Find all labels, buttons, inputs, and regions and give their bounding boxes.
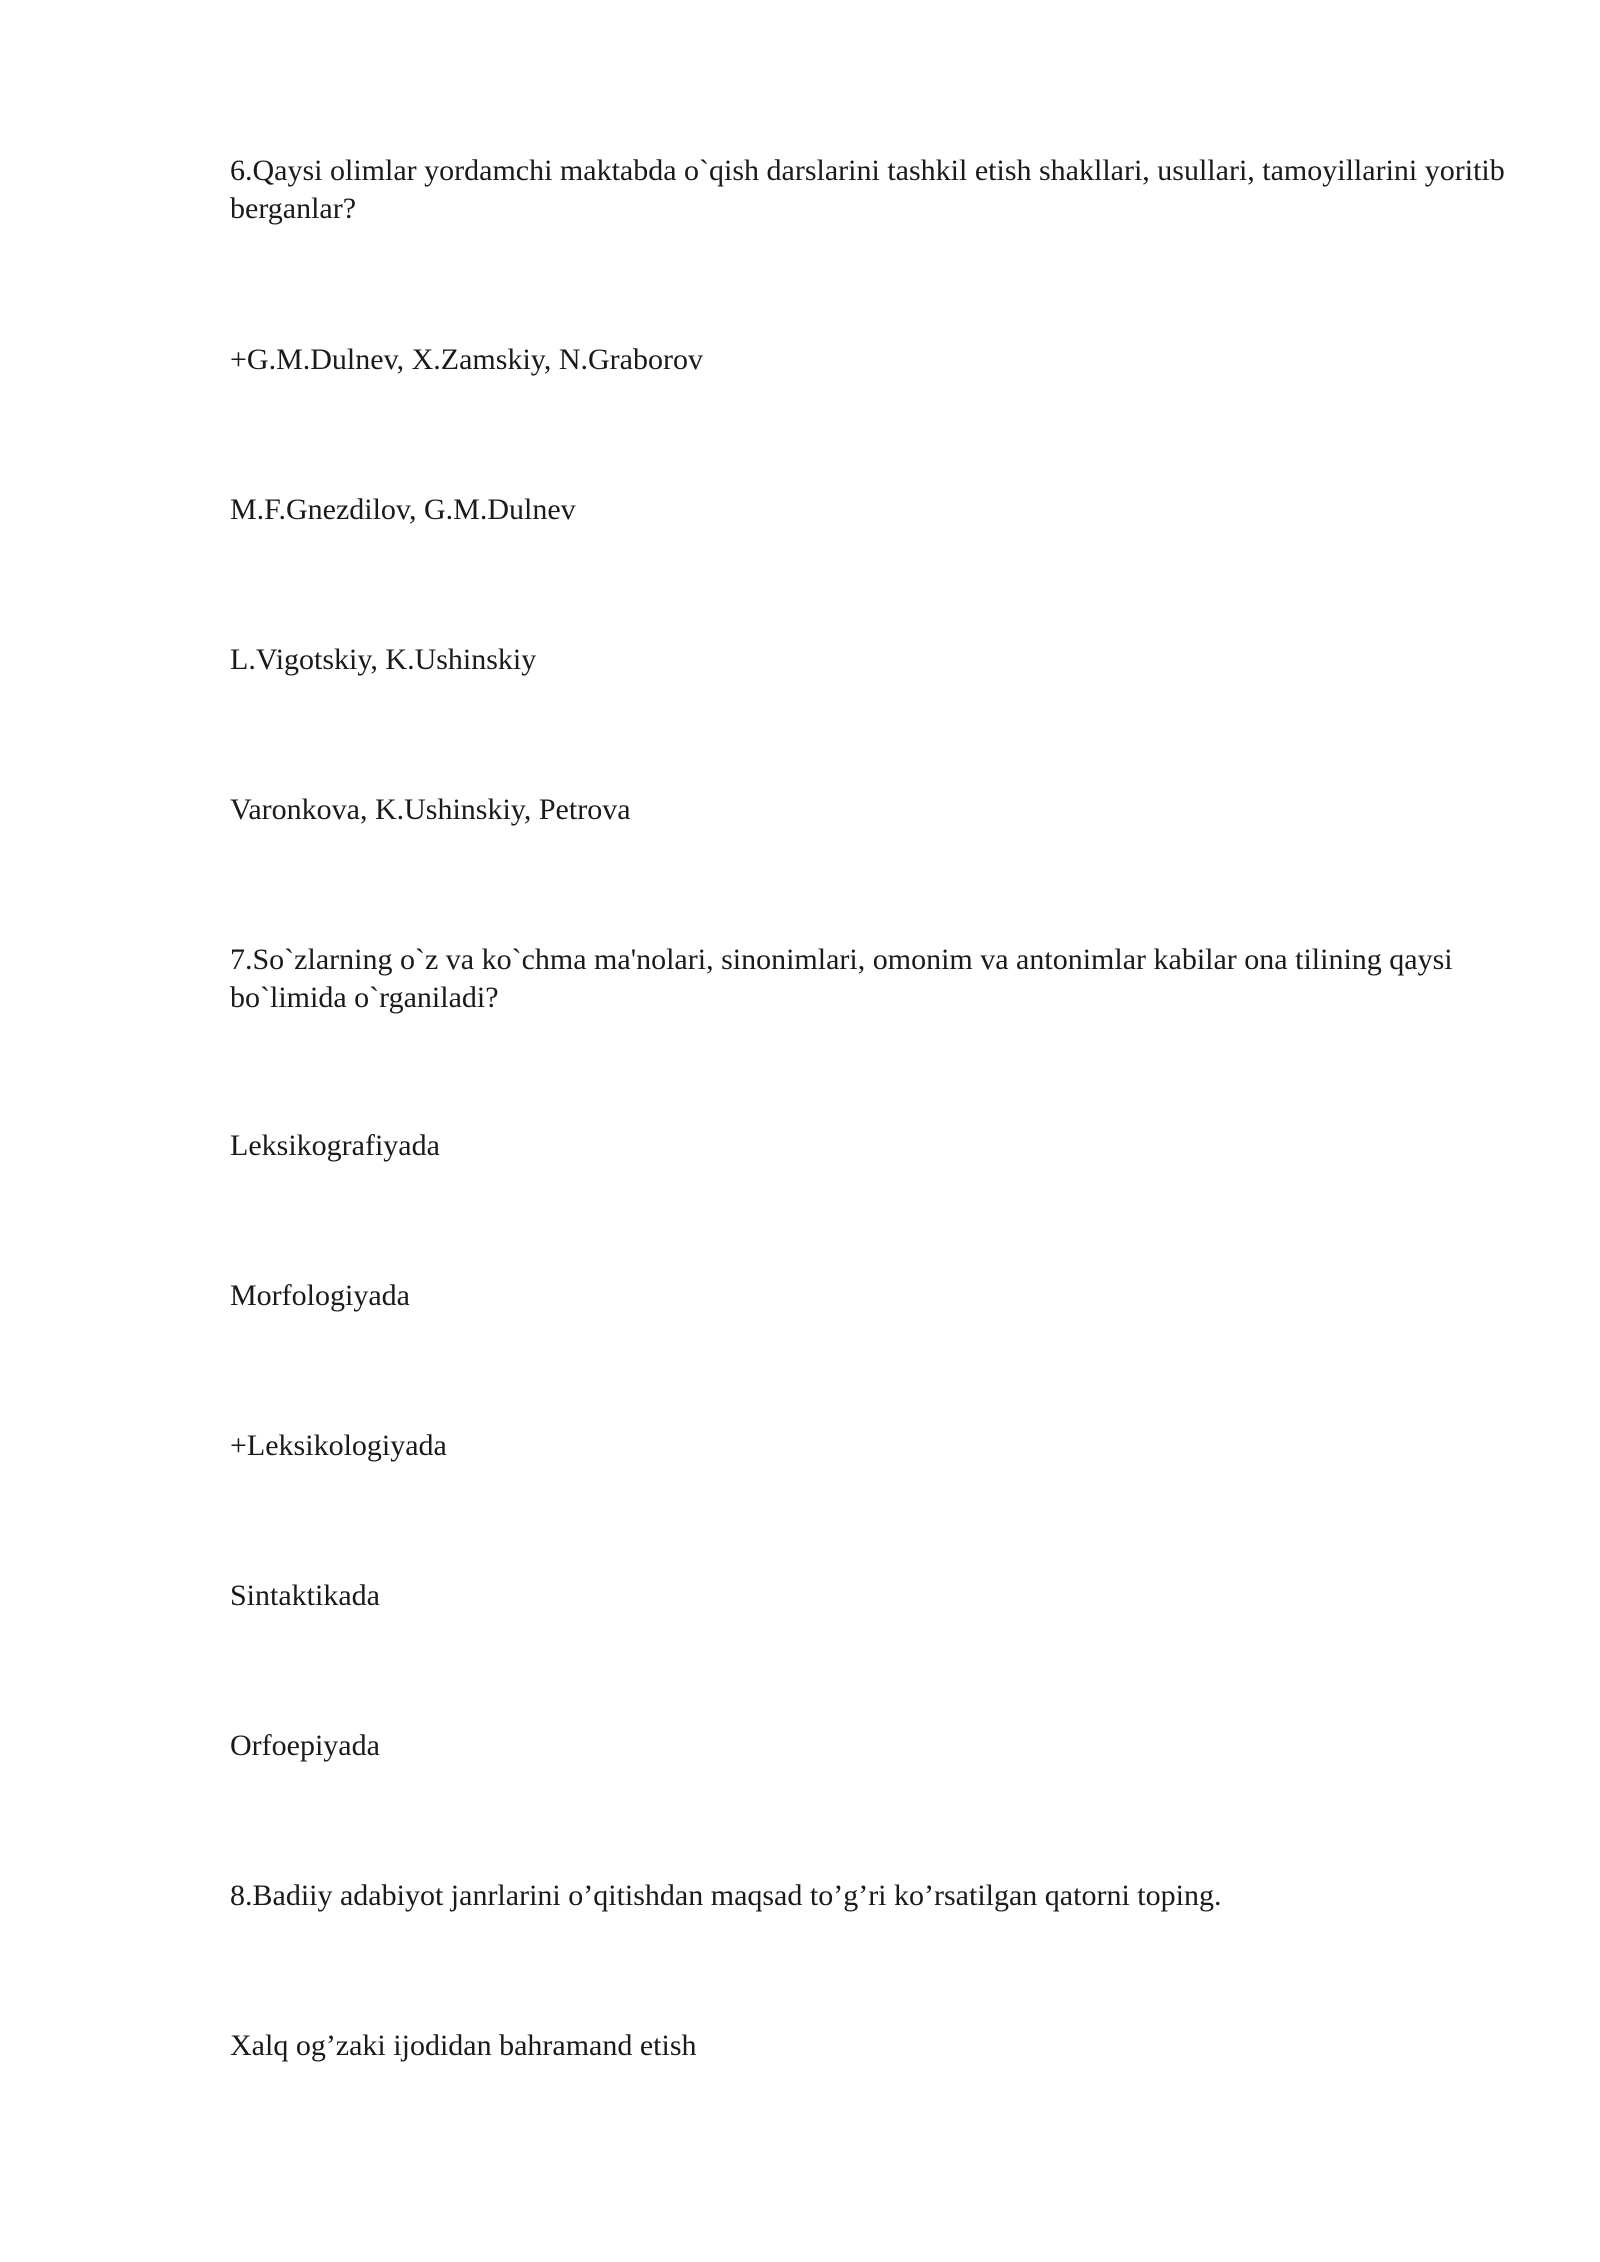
question-7-text: 7.So`zlarning o`z va ko`chma ma'nolari, sinonimlari, omonim va antonimlar kabilar ona tilining qaysi bo`limida o`rganiladi? — [230, 943, 1453, 1014]
question-6-text: 6.Qaysi olimlar yordamchi maktabda o`qish darslarini tashkil etish shakllari, usullari, tamoyillarini yoritib berganlar? — [230, 154, 1505, 225]
question-7-option-1: Leksikografiyada — [230, 1129, 440, 1162]
question-7-option-2: Morfologiyada — [230, 1279, 410, 1312]
question-7-option-5: Orfoepiyada — [230, 1729, 380, 1762]
question-8-text: 8.Badiiy adabiyot janrlarini o’qitishdan maqsad to’g’ri ko’rsatilgan qatorni toping. — [230, 1879, 1222, 1912]
question-6-option-4: Varonkova, K.Ushinskiy, Petrova — [230, 793, 631, 826]
question-6-option-2: M.F.Gnezdilov, G.M.Dulnev — [230, 493, 576, 526]
question-7-option-4: Sintaktikada — [230, 1579, 380, 1612]
question-6-option-3: L.Vigotskiy, K.Ushinskiy — [230, 643, 537, 676]
question-7-option-3: +Leksikologiyada — [230, 1429, 447, 1462]
question-8-option-1: Xalq og’zaki ijodidan bahramand etish — [230, 2029, 697, 2062]
question-6-option-1: +G.M.Dulnev, X.Zamskiy, N.Graborov — [230, 343, 703, 376]
